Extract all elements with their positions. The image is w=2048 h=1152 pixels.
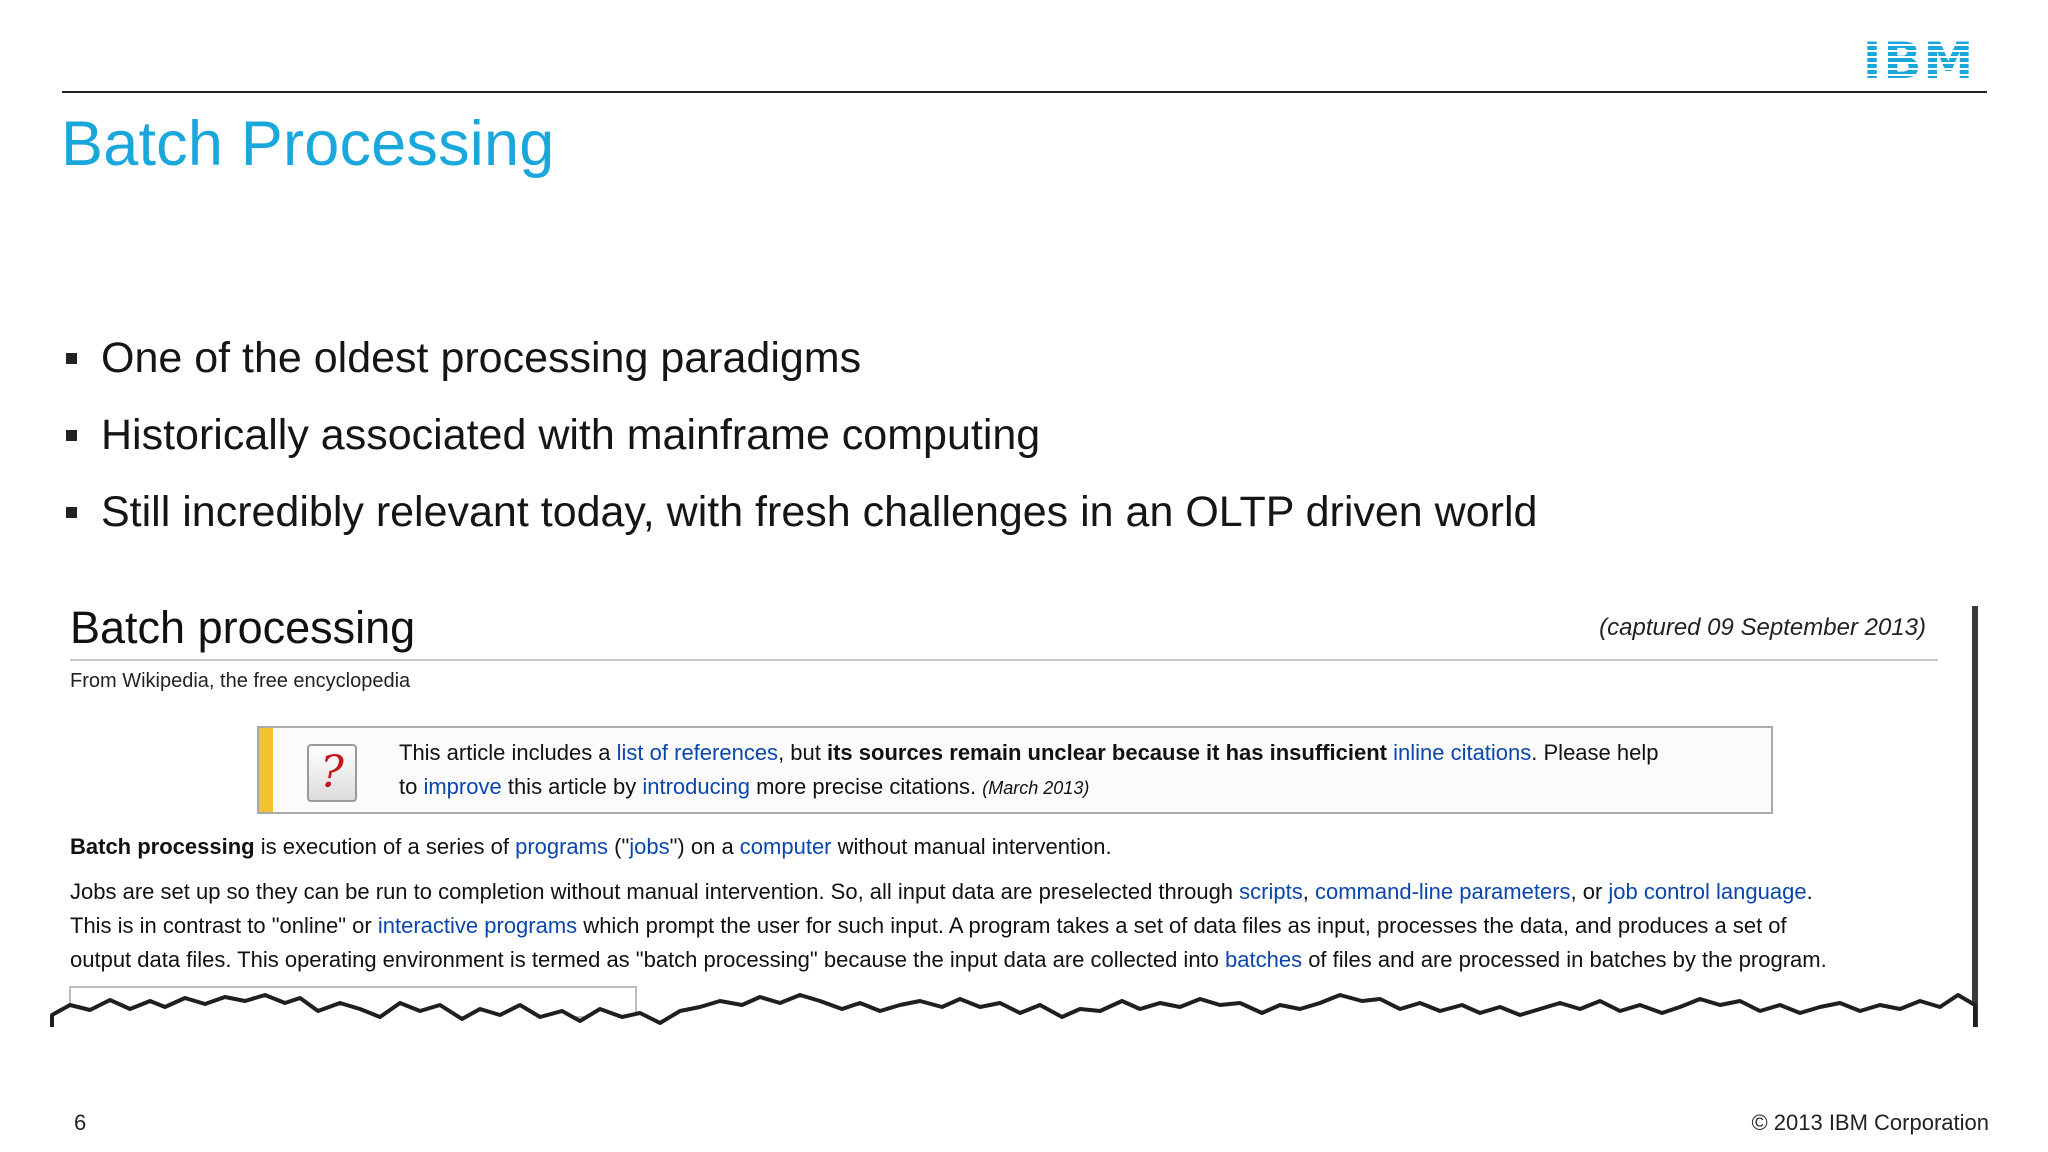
body-text-part: which prompt the user for such input. A program takes a set of data files as input, processes the data, and produces a set of — [577, 913, 1787, 938]
bullet-item — [66, 474, 1537, 551]
link-improve[interactable]: improve — [423, 774, 502, 799]
citation-notice-box — [257, 726, 1773, 814]
bullet-text: Still incredibly relevant today, with fresh challenges in an OLTP driven world — [101, 488, 1538, 536]
body-text-part: This is in contrast to "online" or — [70, 913, 378, 938]
notice-bold-text: its sources remain unclear because it has insufficient — [826, 740, 1387, 765]
link-scripts[interactable]: scripts — [1239, 879, 1303, 904]
link-job-control-language[interactable]: job control language — [1608, 879, 1807, 904]
bullet-square-icon — [66, 353, 77, 364]
wiki-title-divider — [70, 659, 1938, 661]
wikipedia-screenshot — [52, 598, 1972, 1028]
header-divider — [62, 91, 1987, 93]
link-batches[interactable]: batches — [1225, 947, 1303, 972]
torn-edge — [0, 965, 2048, 1075]
body-text-part: output data files. This operating environment is termed as "batch processing" because the input data are collected into — [70, 947, 1226, 972]
link-interactive-programs[interactable]: interactive programs — [377, 913, 578, 938]
lead-text-part: without manual intervention. — [831, 834, 1112, 859]
wiki-article-title: Batch processing — [70, 602, 416, 653]
wiki-tagline: From Wikipedia, the free encyclopedia — [70, 670, 411, 692]
slide-title: Batch Processing — [61, 109, 555, 179]
link-list-of-references[interactable]: list of references — [616, 740, 779, 765]
bullet-list — [66, 320, 1537, 551]
lead-text-part: (" — [608, 834, 630, 859]
bullet-item — [66, 320, 1537, 397]
capture-date: (captured 09 September 2013) — [1599, 614, 1926, 641]
bullet-square-icon — [66, 507, 77, 518]
article-body-paragraph — [70, 875, 1950, 977]
body-text-part: , or — [1570, 879, 1609, 904]
bullet-text: Historically associated with mainframe computing — [101, 411, 1041, 459]
question-mark-icon: ? — [307, 744, 357, 802]
body-text-part: Jobs are set up so they can be run to completion without manual intervention. So, all input data are preselected through — [70, 879, 1240, 904]
body-line — [70, 909, 1950, 943]
link-programs[interactable]: programs — [515, 834, 608, 859]
ibm-logo — [1850, 34, 1988, 82]
body-text-part: , — [1302, 879, 1315, 904]
notice-date: (March 2013) — [982, 778, 1090, 798]
notice-stripe — [259, 728, 273, 812]
notice-text-part: , but — [778, 740, 827, 765]
notice-text-part: more precise citations. — [749, 774, 983, 799]
notice-text-part: . Please help — [1531, 740, 1659, 765]
body-text-part: . — [1806, 879, 1813, 904]
article-lead-paragraph — [70, 830, 1112, 864]
notice-text-part: this article by — [501, 774, 643, 799]
link-jobs[interactable]: jobs — [629, 834, 670, 859]
body-text-part: of files and are processed in batches by the program. — [1302, 947, 1827, 972]
body-line — [70, 875, 1950, 909]
link-computer[interactable]: computer — [739, 834, 832, 859]
bullet-item — [66, 397, 1537, 474]
bullet-square-icon — [66, 430, 77, 441]
notice-text-part: to — [399, 774, 424, 799]
lead-text-part: is execution of a series of — [254, 834, 516, 859]
link-introducing[interactable]: introducing — [642, 774, 750, 799]
lead-bold-term: Batch processing — [70, 834, 255, 859]
link-inline-citations[interactable]: inline citations — [1393, 740, 1532, 765]
bullet-text: One of the oldest processing paradigms — [101, 334, 862, 382]
link-command-line-parameters[interactable]: command-line parameters — [1314, 879, 1571, 904]
lead-text-part: ") on a — [669, 834, 740, 859]
notice-text — [399, 736, 1761, 805]
ibm-logo-text: IBM — [1862, 34, 1976, 82]
page-number: 6 — [74, 1110, 87, 1135]
notice-text-part: This article includes a — [399, 740, 617, 765]
copyright-notice: © 2013 IBM Corporation — [1751, 1110, 1989, 1135]
